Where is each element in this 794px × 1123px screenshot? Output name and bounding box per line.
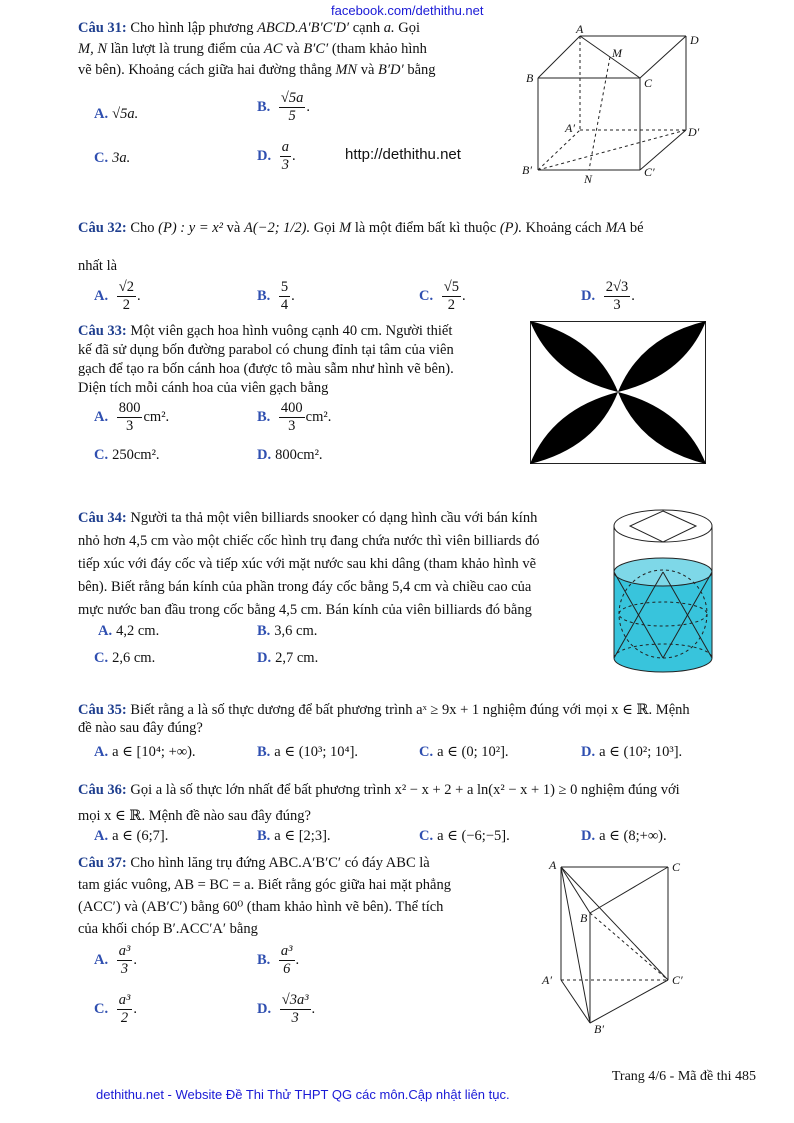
vertex-label: A [576,24,584,36]
option-c[interactable]: C. 2,6 cm. [94,650,156,666]
option-c[interactable]: C. 3a. [94,150,131,166]
vertex-label: B [580,911,588,925]
option-a[interactable]: A. √5a. [94,106,139,122]
prism-figure [538,855,698,1040]
question-34: Câu 34: Người ta thả một viên billiards snooker có dạng hình cầu với bán kính nhỏ hơn 4,5 cm vào một chiếc cốc hình trụ đang chứa nước thì viên billiards đó tiếp xúc với đáy cốc và tiếp xúc với mặt nước sau khi dâng (tham khảo hình vẽ bên). Biết rằng bán kính của phần trong đáy cốc bằng 5,4 cm và chiều cao của mực nước ban đầu trong cốc bằng 4,5 cm. Bán kính của viên billiards đó bằng [78,510,540,618]
option-d[interactable]: D. a ∈ (8;+∞). [581,828,667,844]
option-b[interactable]: B. a ∈ [2;3]. [257,828,331,844]
cube-figure [520,24,720,189]
option-c[interactable]: C. $\frac{√5}{2}$ . [419,279,466,313]
header-link[interactable]: facebook.com/dethithu.net [331,3,484,18]
vertex-label: B [526,71,534,85]
option-a[interactable]: A. $\frac{\text{a³}}{3}$ . [94,943,137,977]
question-37: Câu 37: Cho hình lăng trụ đứng ABC.A′B′C′ có đáy ABC là tam giác vuông, AB = BC = a. Biết rằng góc giữa hai mặt phẳng (ACC′) và (AB′C′) bằng 60⁰ (tham khảo hình vẽ bên). Thể tích của khối chóp B′.ACC′A′ bằng [78,855,451,937]
option-d[interactable]: D. 800cm². [257,447,323,463]
question-36: Câu 36: Gọi a là số thực lớn nhất để bất phương trình x² − x + 2 + a ln(x² − x + 1) ≥ 0 nghiệm đúng với mọi x ∈ ℝ. Mệnh đề nào sau đây đúng? [78,782,680,824]
vertex-label: C′ [644,165,655,179]
question-31: Câu 31: Cho hình lập phương ABCD.A′B′C′D′ cạnh a. Gọi M, N lần lượt là trung điểm của AC và B′C′ (tham khảo hình vẽ bên). Khoảng cách giữa hai đường thẳng MN và B′D′ bằng [78,20,436,78]
footer-site-link[interactable]: dethithu.net - Website Đề Thi Thử THPT QG các môn.Cập nhật liên tục. [96,1087,510,1102]
option-a[interactable]: A. 4,2 cm. [98,623,160,639]
vertex-label: A [549,858,557,872]
vertex-label: A′ [565,121,575,135]
option-c[interactable]: C. a ∈ (−6;−5]. [419,828,510,844]
option-d[interactable]: D. $\frac{2√3}{3}$ . [581,279,635,313]
option-d[interactable]: D. 2,7 cm. [257,650,319,666]
option-b[interactable]: B. $\frac{5}{4}$ . [257,279,295,313]
page-number: Trang 4/6 - Mã đề thi 485 [611,1069,756,1084]
vertex-label: A′ [542,973,552,987]
option-a[interactable]: A. $\frac{800}{3}$ cm². [94,400,170,434]
question-33: Câu 33: Một viên gạch hoa hình vuông cạnh 40 cm. Người thiết kế đã sử dụng bốn đường parabol có chung đỉnh tại tâm của viên gạch để tạo ra bốn cánh hoa (được tô màu sẫm như hình vẽ bên). Diện tích mỗi cánh hoa của viên gạch bằng [78,323,454,396]
option-c[interactable]: C. $\frac{\text{a³}}{2}$ . [94,992,137,1026]
question-35: Câu 35: Biết rằng a là số thực dương để bất phương trình aˣ ≥ 9x + 1 nghiệm đúng với mọi x ∈ ℝ. Mệnh đề nào sau đây đúng? [78,702,690,736]
flower-tile-figure [530,321,706,464]
option-a[interactable]: A. a ∈ (6;7]. [94,828,169,844]
question-32-cont: nhất là [78,258,118,274]
option-b[interactable]: B. $\frac{√5a}{5}$ . [257,90,311,124]
vertex-label: C′ [672,973,683,987]
vertex-label: B′ [522,163,532,177]
vertex-label: D′ [688,125,700,139]
option-b[interactable]: B. $\frac{\text{a³}}{6}$ . [257,943,300,977]
option-c[interactable]: C. 250cm². [94,447,160,463]
option-b[interactable]: B. 3,6 cm. [257,623,318,639]
option-b[interactable]: B. a ∈ (10³; 10⁴]. [257,744,359,760]
question-32: Câu 32: Cho (P) : y = x² và A(−2; 1/2). Gọi M là một điểm bất kì thuộc (P). Khoảng cách MA bé [78,220,644,236]
vertex-label: C [672,860,681,874]
cup-figure [608,500,718,682]
question-label: Câu 31: [78,20,127,36]
option-d[interactable]: D. a ∈ (10²; 10³]. [581,744,683,760]
option-d[interactable]: D. $\frac{a}{3}$ . [257,139,296,173]
option-a[interactable]: A. $\frac{√2}{2}$ . [94,279,141,313]
vertex-label: C [644,76,653,90]
vertex-label: B′ [594,1022,604,1036]
vertex-label: N [584,172,593,186]
vertex-label: D [690,33,699,47]
option-b[interactable]: B. $\frac{400}{3}$ cm². [257,400,332,434]
vertex-label: M [612,46,622,60]
option-a[interactable]: A. a ∈ [10⁴; +∞). [94,744,196,760]
watermark-url: http://dethithu.net [345,146,461,163]
option-d[interactable]: D. $\frac{\text{√3a³}}{3}$ . [257,992,316,1026]
option-c[interactable]: C. a ∈ (0; 10²]. [419,744,509,760]
